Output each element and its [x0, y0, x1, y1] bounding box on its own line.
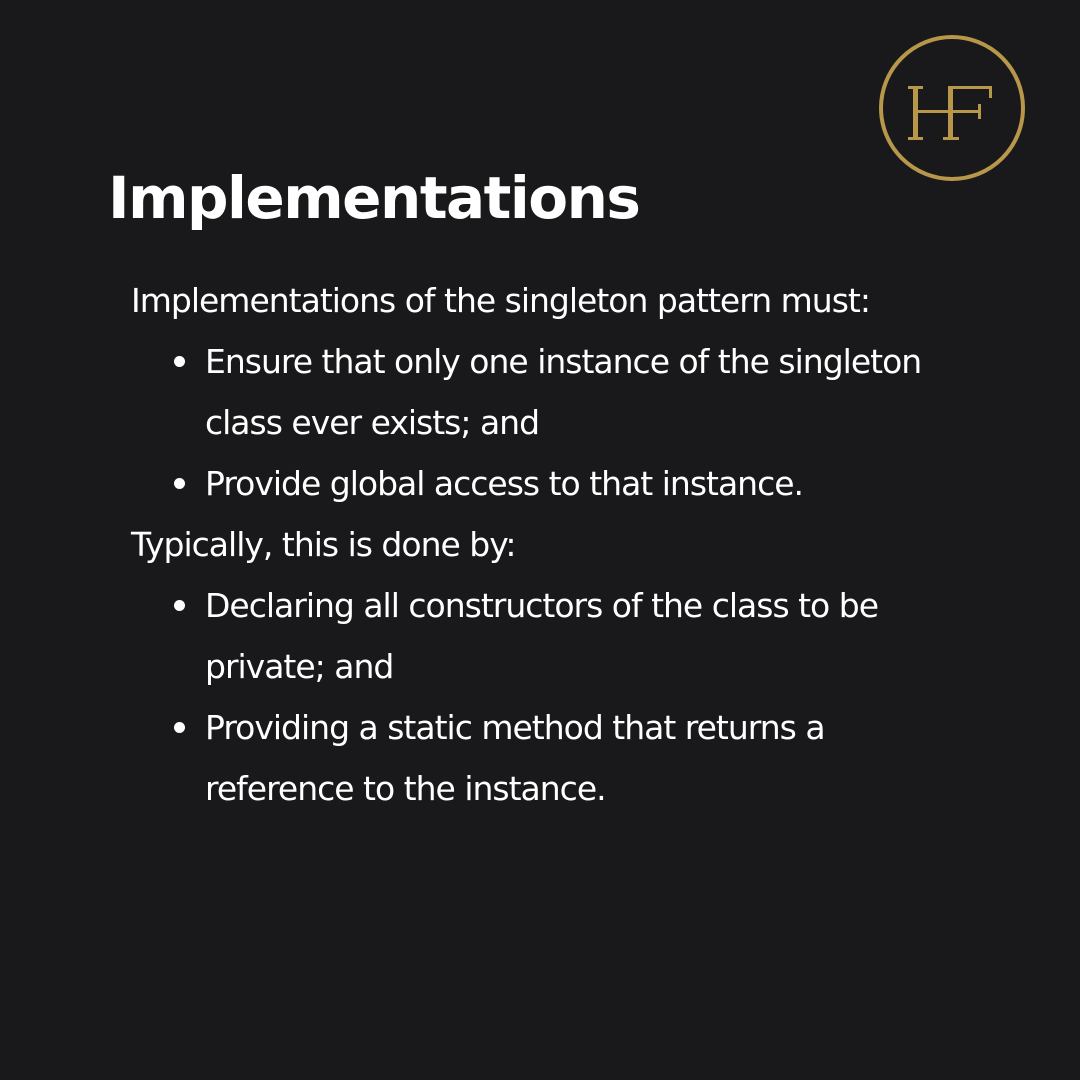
slide-body [131, 270, 1031, 819]
list-item-line: private; and [205, 647, 394, 686]
typical-intro-text: Typically, this is done by: [131, 525, 516, 564]
intro-text: Implementations of the singleton pattern must: [131, 281, 870, 320]
list-item-line: Provide global access to that instance. [205, 464, 804, 503]
slide-title: Implementations [108, 164, 640, 232]
techniques-list [131, 575, 1031, 819]
bullet-dot-icon [174, 600, 185, 611]
bullet-dot-icon [174, 722, 185, 733]
list-item-line: Providing a static method that returns a [205, 708, 825, 747]
list-item [205, 575, 1031, 697]
hf-monogram-icon [878, 34, 1026, 182]
list-item-line: Declaring all constructors of the class to be [205, 586, 878, 625]
list-item [205, 453, 1031, 514]
list-item [205, 331, 1031, 453]
list-item [205, 697, 1031, 819]
list-item-line: class ever exists; and [205, 403, 540, 442]
requirements-list [131, 331, 1031, 514]
hf-logo [878, 34, 1026, 182]
list-item-line: Ensure that only one instance of the singleton [205, 342, 922, 381]
bullet-dot-icon [174, 478, 185, 489]
list-item-line: reference to the instance. [205, 769, 606, 808]
bullet-dot-icon [174, 356, 185, 367]
